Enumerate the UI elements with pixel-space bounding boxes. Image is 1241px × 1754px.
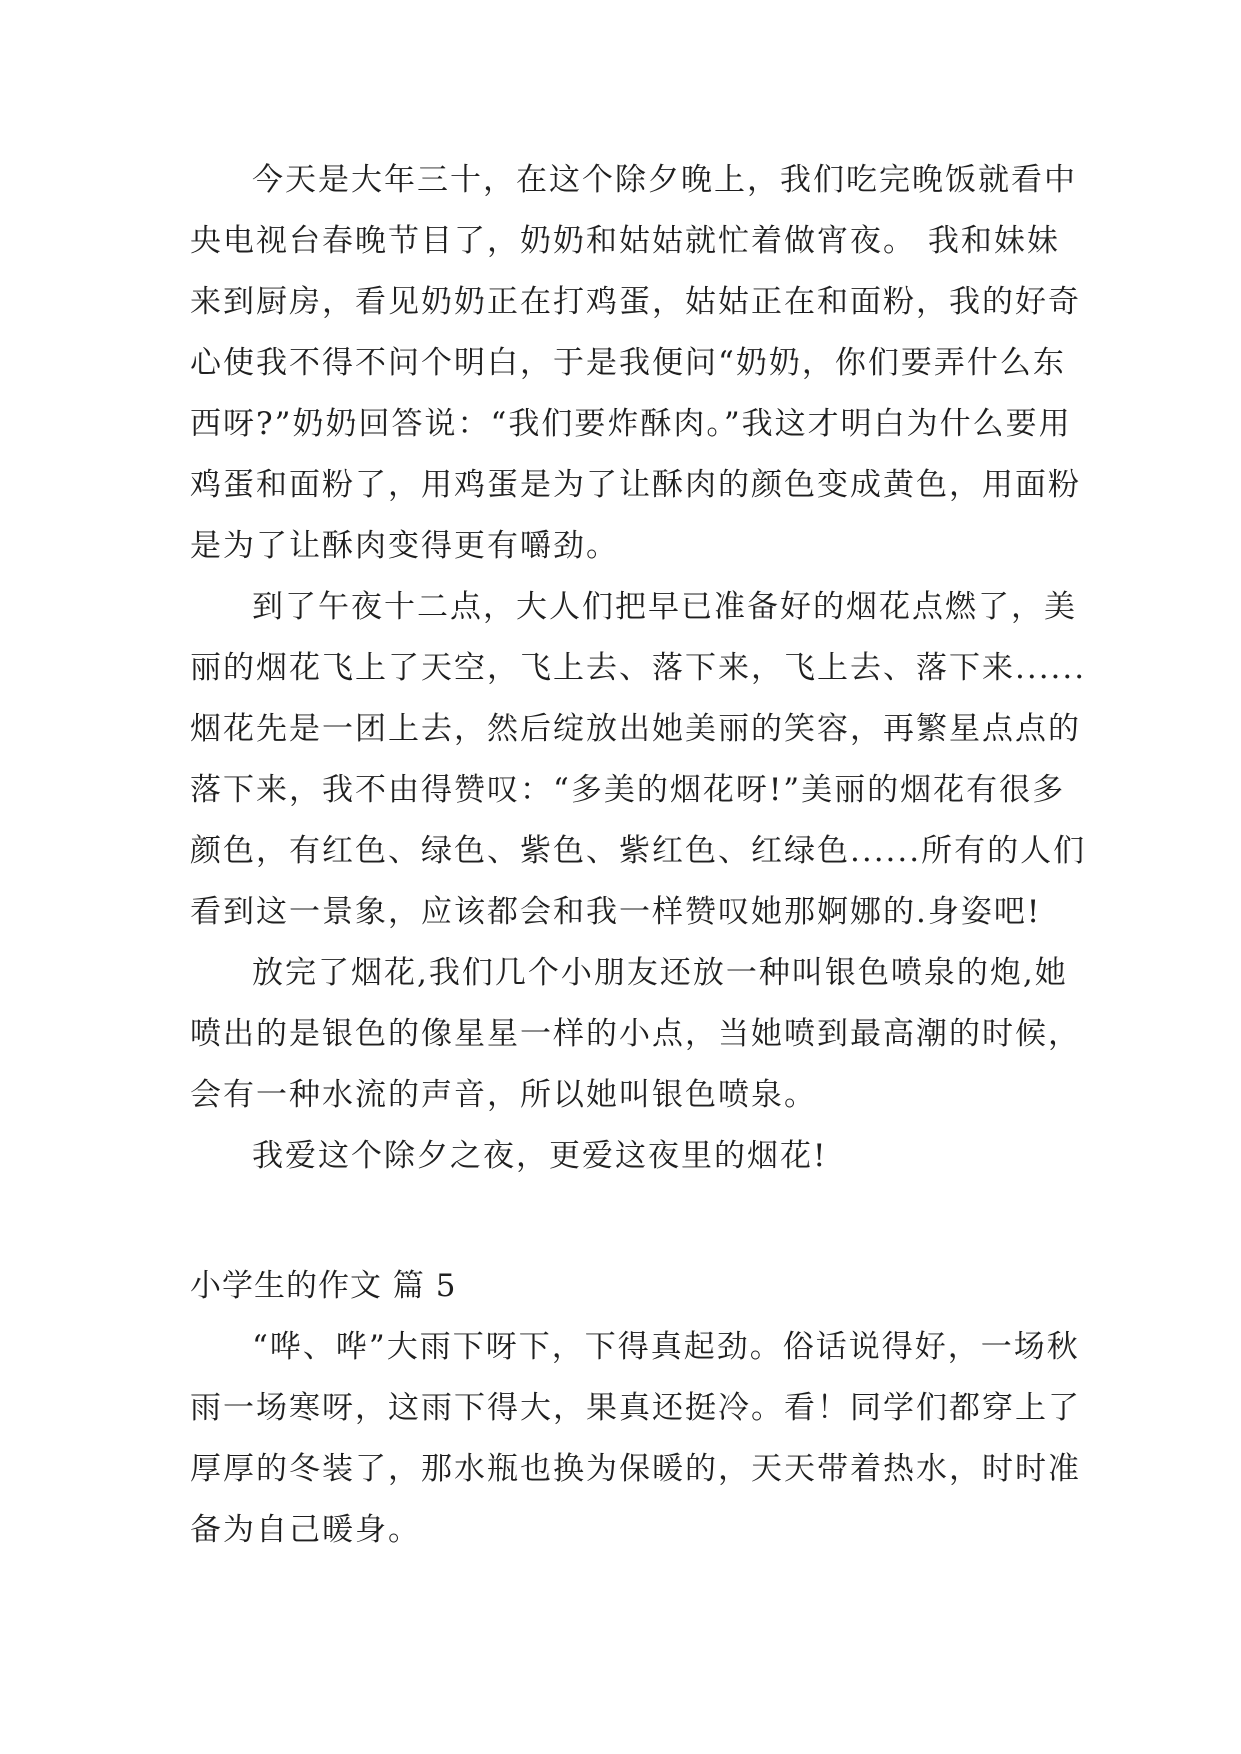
paragraph-new-year-eve-dinner: 今天是大年三十，在这个除夕晚上，我们吃完晚饭就看中央电视台春晚节目了，奶奶和姑姑就忙着做宵夜。 我和妹妹来到厨房，看见奶奶正在打鸡蛋，姑姑正在和面粉，我的好奇心使我不得不问个明白，于是我便问“奶奶，你们要弄什么东西呀?”奶奶回答说：“我们要炸酥肉。”我这才明白为什么要用鸡蛋和面粉了，用鸡蛋是为了让酥肉的颜色变成黄色，用面粉是为了让酥肉变得更有嚼劲。 <box>190 162 1081 564</box>
document-body <box>190 150 1090 1548</box>
paragraph-love-new-year-eve: 我爱这个除夕之夜，更爱这夜里的烟花! <box>252 1138 828 1174</box>
paragraph-silver-fountain: 放完了烟花,我们几个小朋友还放一种叫银色喷泉的炮,她喷出的是银色的像星星一样的小点，当她喷到最高潮的时候，会有一种水流的声音，所以她叫银色喷泉。 <box>190 955 1081 1113</box>
paragraph-autumn-rain: “哗、哗”大雨下呀下，下得真起劲。俗话说得好，一场秋雨一场寒呀，这雨下得大，果真还挺冷。看！同学们都穿上了厚厚的冬装了，那水瓶也换为保暖的，天天带着热水，时时准备为自己暖身。 <box>190 1329 1081 1548</box>
paragraph-fireworks: 到了午夜十二点，大人们把早已准备好的烟花点燃了，美丽的烟花飞上了天空，飞上去、落下来，飞上去、落下来......烟花先是一团上去，然后绽放出她美丽的笑容，再繁星点点的落下来，我不由得赞叹：“多美的烟花呀!”美丽的烟花有很多颜色，有红色、绿色、紫色、紫红色、红绿色......所有的人们看到这一景象，应该都会和我一样赞叹她那婀娜的.身姿吧! <box>190 589 1087 930</box>
section-5-body <box>190 1317 1090 1561</box>
section-heading: 小学生的作文 篇 5 <box>190 1268 457 1304</box>
